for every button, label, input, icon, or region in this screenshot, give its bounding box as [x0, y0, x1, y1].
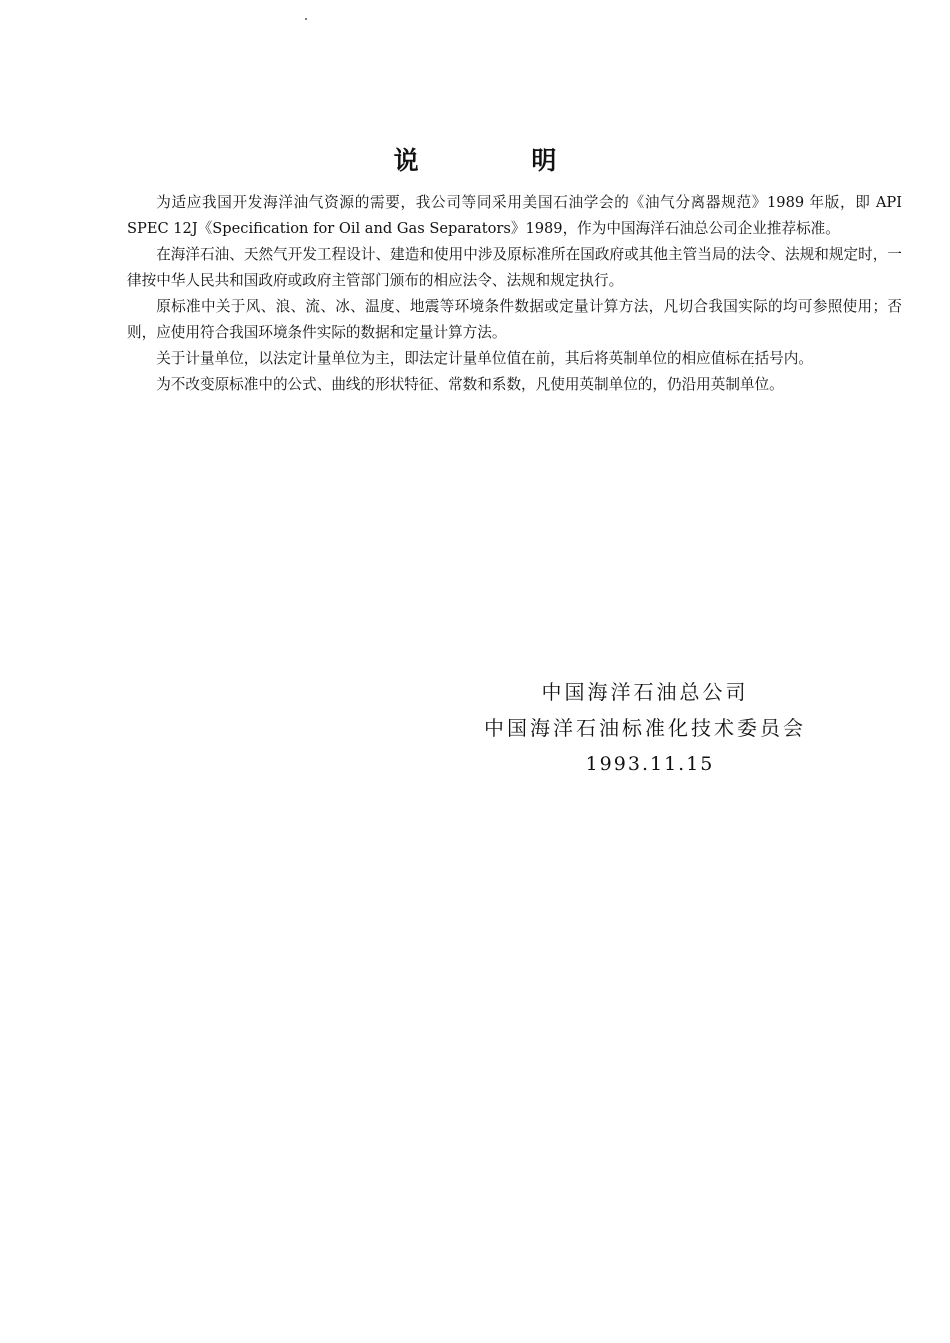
document-body: [127, 190, 902, 398]
page-title: 说 明: [393, 145, 609, 175]
signature-date: 1993.11.15: [585, 753, 715, 775]
paragraph-regulations: 在海洋石油、天然气开发工程设计、建造和使用中涉及原标准所在国政府或其他主管当局的法令、法规和规定时，一律按中华人民共和国政府或政府主管部门颁布的相应法令、法规和规定执行。: [127, 246, 902, 289]
signature-block: [455, 674, 835, 782]
paragraph-imperial: 为不改变原标准中的公式、曲线的形状特征、常数和系数，凡使用英制单位的，仍沿用英制单位。: [156, 376, 784, 393]
signature-committee: 中国海洋石油标准化技术委员会: [484, 716, 806, 740]
signature-organization: 中国海洋石油总公司: [541, 680, 749, 704]
paragraph-adoption: 为适应我国开发海洋油气资源的需要，我公司等同采用美国石油学会的《油气分离器规范》1989 年版，即 API SPEC 12J《Specification for Oil and Gas Separators》1989，作为中国海洋石油总公司企业推荐标准。: [127, 194, 902, 237]
scan-speck: [305, 18, 307, 20]
paragraph-environment: 原标准中关于风、浪、流、冰、温度、地震等环境条件数据或定量计算方法，凡切合我国实际的均可参照使用；否则，应使用符合我国环境条件实际的数据和定量计算方法。: [127, 298, 902, 341]
paragraph-units: 关于计量单位，以法定计量单位为主，即法定计量单位值在前，其后将英制单位的相应值标在括号内。: [156, 350, 813, 367]
